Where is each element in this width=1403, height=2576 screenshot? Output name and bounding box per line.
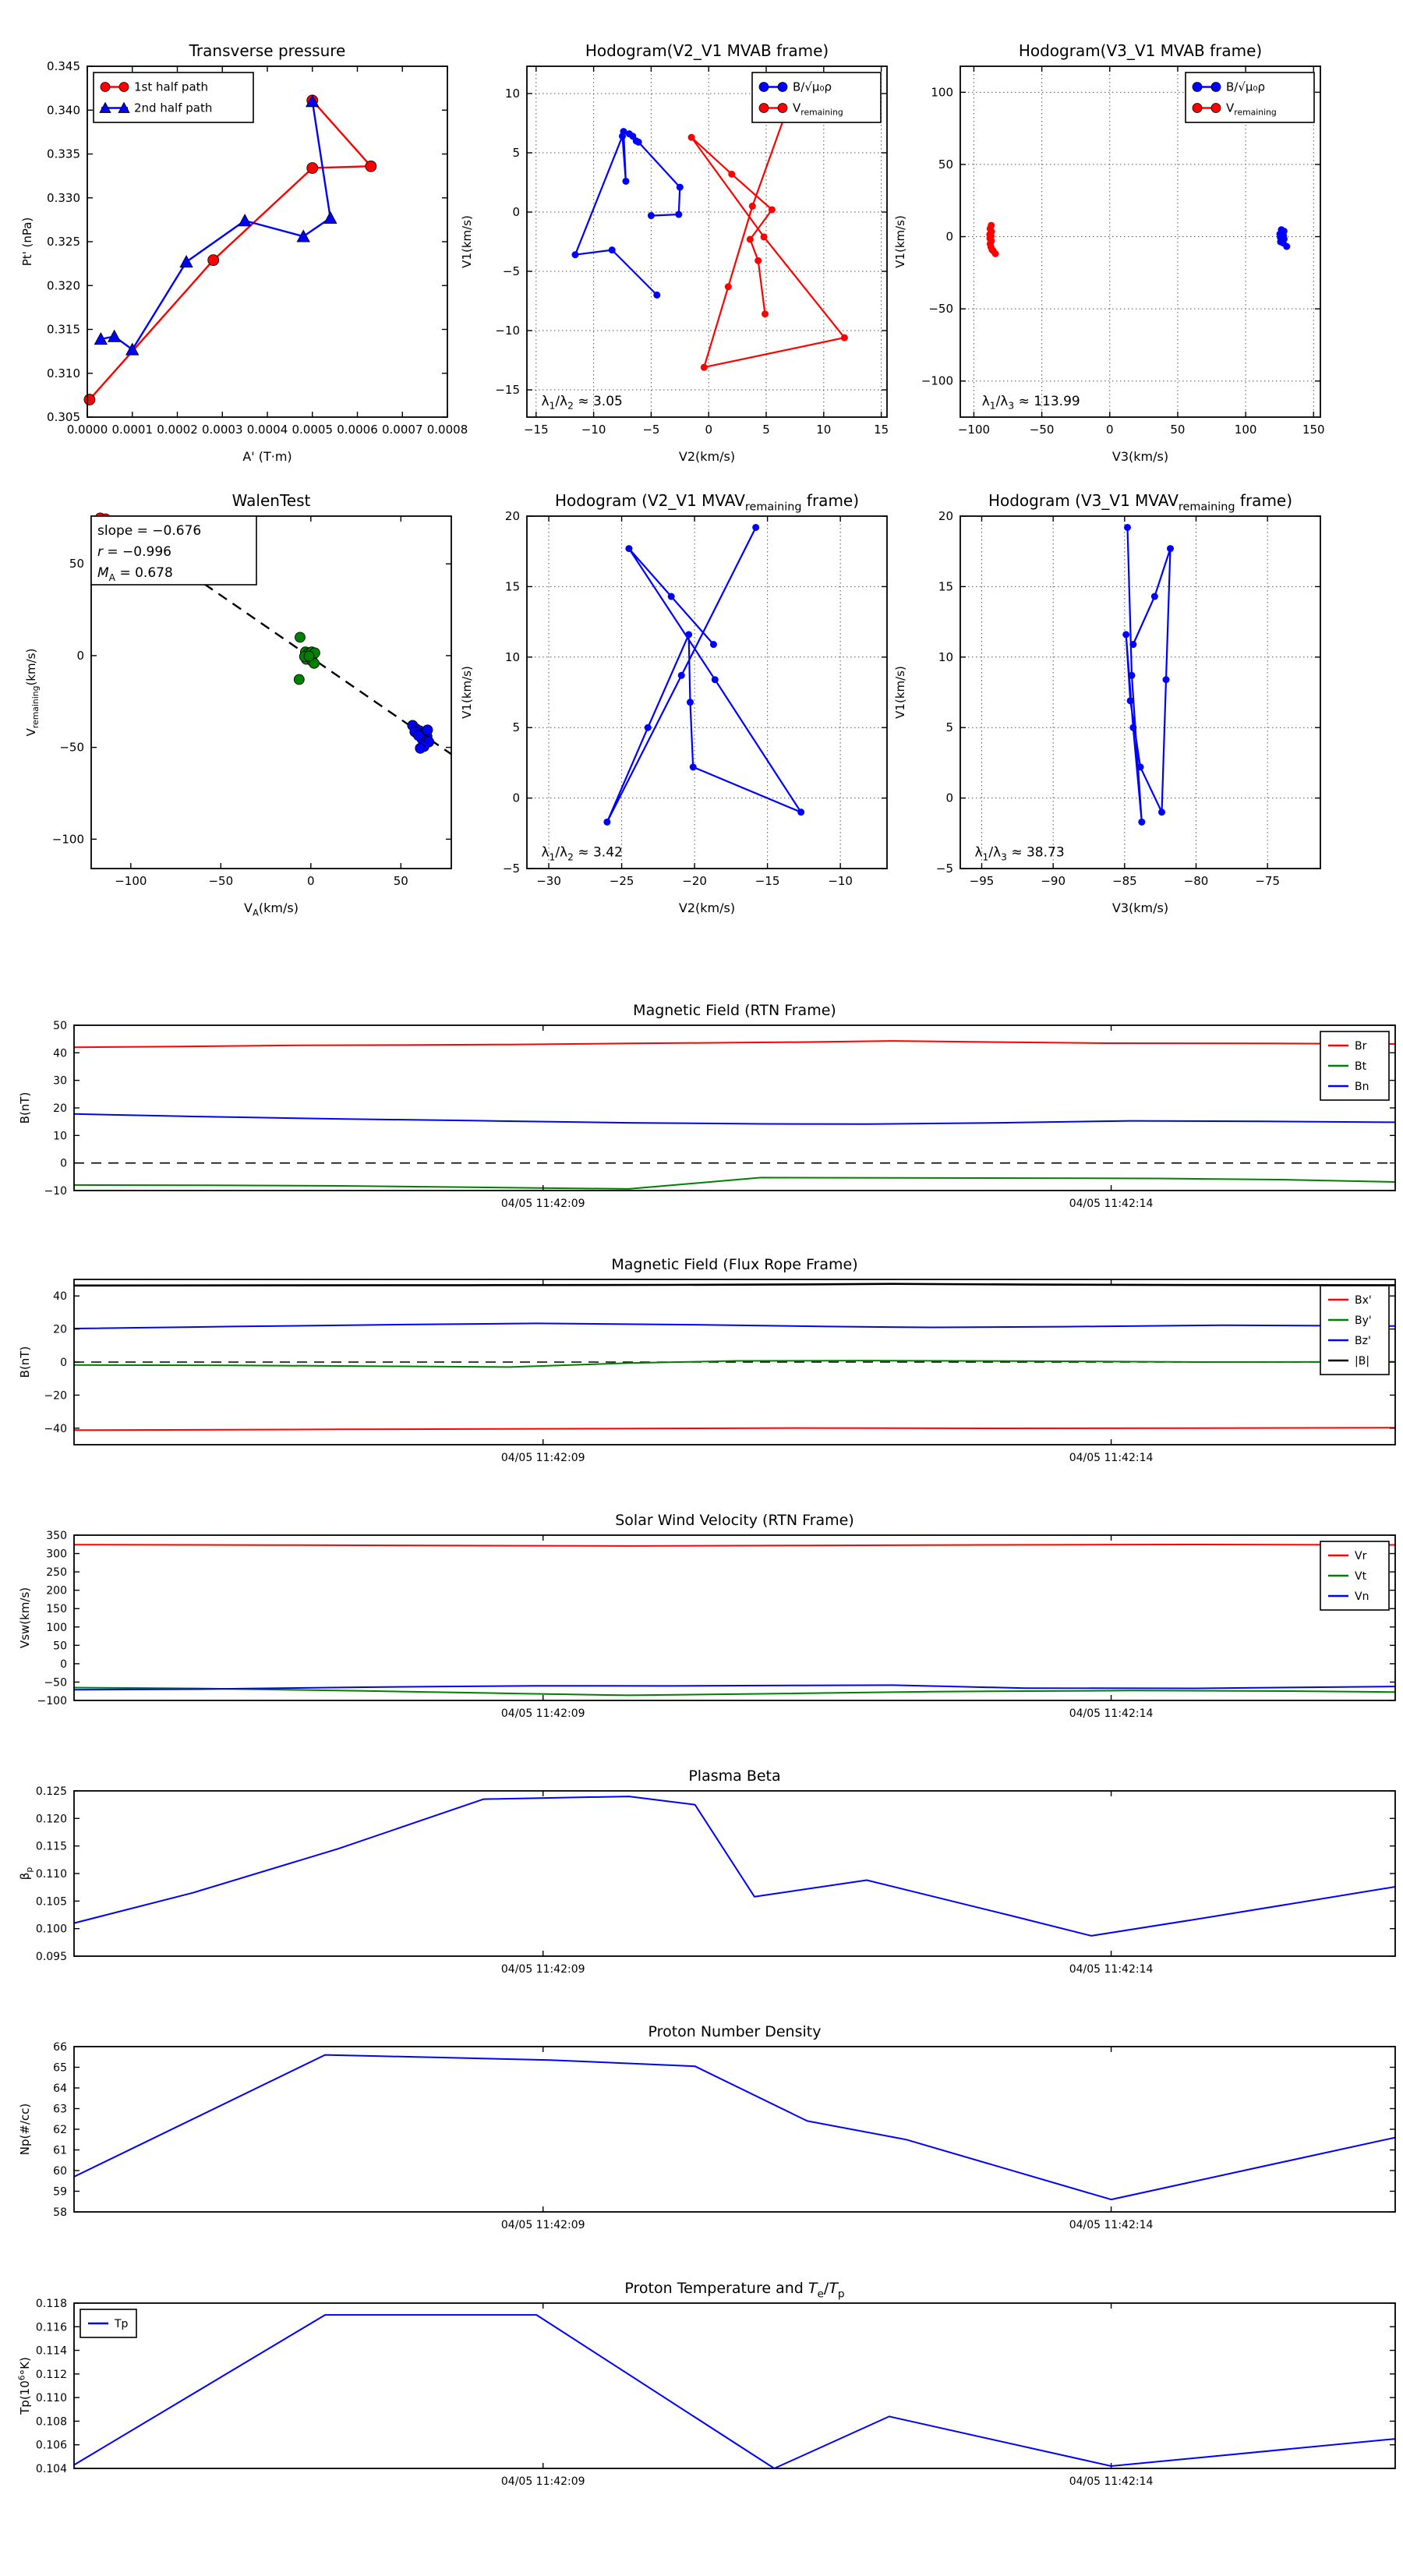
x-tick-label: −100	[957, 423, 991, 437]
stats-line: $M_A = 0.678$	[97, 565, 173, 583]
legend-label: $V_{remaining}$	[1226, 101, 1277, 118]
x-tick-label: 0	[1106, 423, 1114, 437]
y-axis-label: V1(km/s)	[460, 666, 474, 719]
circle-marker	[571, 251, 578, 258]
legend-label: 2nd half path	[134, 101, 213, 115]
y-tick-label: 0.340	[47, 103, 80, 118]
x-tick-label: 0.0008	[426, 423, 468, 437]
y-tick-label: 50	[53, 1640, 67, 1653]
y-tick-label: 0.320	[47, 278, 80, 293]
x-tick-label: −50	[1029, 423, 1055, 437]
circle-marker	[653, 292, 660, 299]
x-tick-label: 04/05 11:42:14	[1069, 1452, 1154, 1464]
x-tick-label: −10	[828, 874, 853, 888]
circle-marker	[84, 395, 95, 405]
x-tick-label: −25	[609, 874, 634, 888]
y-tick-label: 0.100	[35, 1923, 67, 1936]
circle-marker	[710, 641, 717, 648]
y-axis-label: Pt' (nPa)	[20, 217, 34, 267]
y-tick-label: −10	[44, 1185, 67, 1198]
y-tick-label: 50	[938, 157, 953, 172]
x-tick-label: 0.0004	[246, 423, 288, 437]
circle-marker	[678, 672, 685, 679]
circle-marker	[725, 283, 732, 290]
x-tick-label: −95	[969, 874, 995, 888]
y-tick-label: 0.325	[47, 235, 80, 249]
legend	[1320, 1541, 1389, 1610]
y-tick-label: 200	[46, 1584, 67, 1598]
circle-marker	[295, 632, 305, 642]
circle-marker	[1137, 763, 1144, 770]
circle-marker	[101, 83, 110, 92]
circle-marker	[759, 104, 769, 113]
y-tick-label: 64	[53, 2082, 67, 2095]
x-tick-label: 04/05 11:42:09	[500, 2475, 585, 2488]
chart-title: Hodogram(V3_V1 MVAB frame)	[1018, 41, 1263, 60]
x-tick-label: 0.0002	[157, 423, 198, 437]
chart-title: Solar Wind Velocity (RTN Frame)	[615, 1512, 854, 1529]
y-tick-label: −50	[59, 740, 84, 755]
x-axis-label: $V_A(km/s)$	[244, 901, 299, 918]
circle-marker	[762, 310, 769, 317]
x-tick-label: 0.0005	[292, 423, 333, 437]
circle-marker	[1163, 676, 1170, 683]
circle-marker	[304, 651, 314, 661]
y-tick-label: 15	[938, 579, 953, 594]
x-tick-label: −80	[1183, 874, 1209, 888]
x-tick-label: 0.0000	[66, 423, 108, 437]
y-tick-label: −100	[51, 832, 84, 847]
y-tick-label: 350	[46, 1530, 67, 1542]
y-tick-label: 0.315	[47, 322, 80, 337]
y-tick-label: 10	[504, 86, 520, 101]
y-tick-label: 100	[931, 85, 953, 100]
x-tick-label: 04/05 11:42:09	[500, 1963, 585, 1976]
y-tick-label: 0	[945, 229, 953, 244]
y-tick-label: 0.110	[35, 1868, 67, 1881]
x-tick-label: −75	[1255, 874, 1280, 888]
x-tick-label: 04/05 11:42:14	[1069, 1198, 1154, 1210]
x-tick-label: 04/05 11:42:14	[1069, 2219, 1154, 2231]
x-tick-label: −85	[1112, 874, 1137, 888]
x-tick-label: −15	[755, 874, 780, 888]
x-axis-label: V3(km/s)	[1111, 449, 1169, 464]
x-tick-label: 04/05 11:42:09	[500, 1198, 585, 1210]
x-tick-label: 0.0001	[111, 423, 153, 437]
y-tick-label: 0.104	[35, 2463, 67, 2475]
circle-marker	[1129, 641, 1136, 648]
y-tick-label: 0.345	[47, 59, 80, 73]
y-tick-label: 10	[938, 649, 953, 664]
y-axis-label: V1(km/s)	[893, 666, 907, 719]
circle-marker	[1280, 239, 1287, 246]
y-tick-label: 0.112	[35, 2368, 67, 2381]
x-tick-label: 150	[1302, 423, 1325, 437]
chart-title: Hodogram (V2_V1 $MVAV_{remaining}$ frame)	[554, 491, 860, 514]
circle-marker	[797, 809, 804, 816]
circle-marker	[690, 763, 697, 770]
circle-marker	[755, 257, 762, 264]
circle-marker	[422, 725, 433, 735]
circle-marker	[1122, 631, 1129, 638]
lambda-annotation: $\lambda_1/\lambda_3 \approx 38.73$	[974, 844, 1065, 863]
y-tick-label: −5	[935, 862, 953, 876]
y-tick-label: 66	[53, 2041, 67, 2054]
circle-marker	[208, 255, 219, 266]
y-tick-label: 0.106	[35, 2439, 67, 2452]
legend-label: 1st half path	[134, 80, 209, 94]
circle-marker	[688, 134, 695, 141]
x-tick-label: 50	[1170, 423, 1186, 437]
legend	[752, 73, 881, 122]
y-tick-label: 50	[53, 1020, 67, 1032]
y-tick-label: 59	[53, 2185, 67, 2199]
circle-marker	[1129, 724, 1136, 731]
circle-marker	[675, 211, 682, 218]
circle-marker	[1138, 819, 1145, 826]
y-axis-label: Vsw(km/s)	[18, 1587, 32, 1649]
circle-marker	[609, 246, 616, 253]
circle-marker	[778, 104, 787, 113]
circle-marker	[603, 819, 610, 826]
y-tick-label: 0	[60, 1658, 67, 1671]
x-tick-label: 0.0006	[337, 423, 378, 437]
y-tick-label: 20	[504, 509, 520, 523]
chart-title: Transverse pressure	[189, 41, 346, 60]
circle-marker	[701, 364, 708, 371]
y-tick-label: 0.118	[35, 2298, 67, 2310]
legend-label: Vr	[1355, 1550, 1367, 1562]
y-tick-label: 100	[46, 1621, 67, 1634]
legend	[1186, 73, 1314, 122]
circle-marker	[769, 206, 776, 213]
y-tick-label: −5	[502, 264, 520, 279]
circle-marker	[778, 83, 787, 92]
circle-marker	[619, 133, 626, 140]
circle-marker	[1211, 104, 1221, 113]
lambda-annotation: $\lambda_1/\lambda_2 \approx 3.05$	[541, 393, 623, 412]
x-tick-label: 0.0007	[382, 423, 423, 437]
y-tick-label: 15	[504, 579, 520, 594]
y-tick-label: −20	[44, 1389, 67, 1403]
y-tick-label: 0.095	[35, 1951, 67, 1963]
legend-label: Bt	[1355, 1060, 1367, 1073]
y-tick-label: 0.115	[35, 1840, 67, 1853]
x-tick-label: 04/05 11:42:14	[1069, 1963, 1154, 1976]
x-tick-label: 0	[705, 423, 712, 437]
circle-marker	[294, 674, 304, 685]
stats-box	[91, 516, 256, 585]
x-axis-label: V3(km/s)	[1111, 901, 1169, 915]
circle-marker	[749, 203, 756, 210]
legend-label: Br	[1355, 1040, 1367, 1053]
y-tick-label: −40	[44, 1422, 67, 1435]
y-tick-label: 10	[504, 649, 520, 664]
circle-marker	[625, 545, 632, 552]
y-tick-label: −50	[44, 1676, 67, 1690]
y-tick-label: 0.330	[47, 190, 80, 205]
circle-marker	[645, 724, 652, 731]
y-tick-label: 250	[46, 1566, 67, 1580]
x-tick-label: 50	[393, 874, 408, 888]
x-tick-label: −5	[642, 423, 660, 437]
stats-line: slope = −0.676	[97, 523, 202, 539]
x-tick-label: 5	[762, 423, 770, 437]
x-tick-label: −20	[682, 874, 707, 888]
legend	[1320, 1031, 1389, 1100]
circle-marker	[668, 593, 675, 600]
y-axis-label: $V_{remaining}(km/s)$	[24, 648, 41, 737]
y-tick-label: 61	[53, 2144, 67, 2157]
y-tick-label: −5	[502, 862, 520, 876]
chart-title: Plasma Beta	[688, 1767, 781, 1785]
y-tick-label: 40	[53, 1047, 67, 1060]
y-axis-label: $Tp(10^6^\circ K)$	[16, 2357, 32, 2415]
y-tick-label: 40	[53, 1290, 67, 1304]
legend	[1320, 1286, 1389, 1375]
circle-marker	[752, 524, 759, 531]
y-tick-label: 0	[945, 791, 953, 805]
circle-marker	[1127, 697, 1134, 704]
circle-marker	[1211, 83, 1221, 92]
y-tick-label: 0	[512, 791, 520, 805]
chart-title: Magnetic Field (RTN Frame)	[633, 1002, 836, 1019]
y-tick-label: 30	[53, 1074, 67, 1088]
legend-label: By'	[1355, 1315, 1372, 1327]
y-tick-label: 0	[60, 1157, 67, 1170]
x-tick-label: −10	[581, 423, 606, 437]
y-tick-label: 20	[53, 1323, 67, 1336]
y-tick-label: 5	[945, 720, 953, 735]
x-tick-label: 04/05 11:42:09	[500, 2219, 585, 2231]
y-tick-label: 0.108	[35, 2415, 67, 2429]
y-tick-label: 20	[53, 1102, 67, 1115]
x-tick-label: 04/05 11:42:09	[500, 1452, 585, 1464]
lambda-annotation: $\lambda_1/\lambda_2 \approx 3.42$	[541, 844, 623, 863]
legend	[80, 2309, 136, 2337]
y-tick-label: 5	[512, 720, 520, 735]
x-tick-label: 100	[1234, 423, 1257, 437]
circle-marker	[1124, 524, 1131, 531]
x-tick-label: 04/05 11:42:14	[1069, 1707, 1154, 1720]
circle-marker	[1158, 809, 1165, 816]
legend	[94, 73, 253, 122]
x-tick-label: 0.0003	[202, 423, 243, 437]
y-tick-label: −100	[37, 1695, 67, 1707]
circle-marker	[622, 178, 629, 185]
y-tick-label: 0	[512, 204, 520, 219]
y-tick-label: 0.116	[35, 2321, 67, 2334]
circle-marker	[990, 247, 997, 254]
circle-marker	[1193, 83, 1202, 92]
legend-label: |B|	[1355, 1355, 1370, 1368]
y-tick-label: −15	[495, 383, 520, 398]
y-tick-label: 60	[53, 2165, 67, 2178]
y-tick-label: 0	[60, 1357, 67, 1369]
chart-title: Hodogram (V3_V1 $MVAV_{remaining}$ frame)	[988, 491, 1293, 514]
y-tick-label: 63	[53, 2103, 67, 2116]
legend-label: B/√μ₀ρ	[793, 80, 832, 94]
y-tick-label: 5	[512, 145, 520, 160]
y-tick-label: 50	[69, 557, 84, 571]
y-tick-label: 300	[46, 1548, 67, 1561]
y-tick-label: 0.125	[35, 1785, 67, 1798]
y-tick-label: 10	[53, 1130, 67, 1143]
x-tick-label: 15	[874, 423, 889, 437]
x-tick-label: −15	[523, 423, 549, 437]
circle-marker	[728, 171, 735, 178]
chart-title: Proton Number Density	[648, 2023, 822, 2040]
legend-label: Bx'	[1355, 1294, 1372, 1307]
circle-marker	[841, 334, 848, 341]
y-tick-label: −10	[495, 324, 520, 338]
chart-title: WalenTest	[231, 491, 311, 510]
x-tick-label: −50	[208, 874, 234, 888]
chart-title: Proton Temperature and $T_e/T_p$	[624, 2280, 845, 2301]
y-axis-label: V1(km/s)	[460, 215, 474, 268]
y-tick-label: −100	[921, 373, 953, 388]
lambda-annotation: $\lambda_1/\lambda_3 \approx 113.99$	[981, 393, 1080, 412]
y-axis-label: B(nT)	[18, 1346, 32, 1378]
circle-marker	[307, 163, 318, 174]
y-tick-label: 0.310	[47, 366, 80, 380]
x-tick-label: 10	[816, 423, 832, 437]
circle-marker	[677, 184, 684, 191]
x-axis-label: V2(km/s)	[678, 449, 736, 464]
circle-marker	[687, 699, 694, 706]
circle-marker	[1193, 104, 1202, 113]
y-axis-label: Np(#/cc)	[18, 2103, 32, 2156]
y-tick-label: 20	[938, 509, 953, 523]
circle-marker	[648, 212, 655, 219]
y-tick-label: 62	[53, 2124, 67, 2136]
circle-marker	[119, 83, 129, 92]
y-tick-label: 0	[76, 648, 84, 663]
x-tick-label: −30	[536, 874, 561, 888]
x-tick-label: −100	[115, 874, 147, 888]
y-axis-label: V1(km/s)	[893, 215, 907, 268]
x-axis-label: V2(km/s)	[678, 901, 736, 915]
chart-title: Magnetic Field (Flux Rope Frame)	[611, 1256, 858, 1273]
y-tick-label: 0.335	[47, 147, 80, 161]
circle-marker	[366, 161, 376, 172]
x-tick-label: 04/05 11:42:14	[1069, 2475, 1154, 2488]
chart-title: Hodogram(V2_V1 MVAB frame)	[585, 41, 829, 60]
circle-marker	[1151, 593, 1158, 600]
x-tick-label: 04/05 11:42:09	[500, 1707, 585, 1720]
circle-marker	[685, 631, 692, 638]
y-tick-label: 0.105	[35, 1895, 67, 1909]
legend-label: B/√μ₀ρ	[1226, 80, 1265, 94]
circle-marker	[1129, 672, 1136, 679]
y-tick-label: −50	[928, 302, 953, 317]
circle-marker	[415, 743, 426, 753]
circle-marker	[761, 233, 768, 240]
circle-marker	[1167, 545, 1174, 552]
legend-label: Vn	[1355, 1591, 1369, 1603]
y-tick-label: 0.305	[47, 410, 80, 424]
legend-label: Tp	[115, 2318, 129, 2330]
circle-marker	[759, 83, 769, 92]
y-tick-label: 0.114	[35, 2344, 67, 2358]
y-tick-label: 150	[46, 1603, 67, 1616]
circle-marker	[712, 676, 719, 683]
x-tick-label: −90	[1041, 874, 1066, 888]
legend-label: Bn	[1355, 1081, 1369, 1093]
y-axis-label: $\beta_p$	[18, 1867, 35, 1881]
y-tick-label: 0.120	[35, 1813, 67, 1826]
circle-marker	[747, 235, 754, 242]
y-axis-label: B(nT)	[18, 1092, 32, 1124]
y-tick-label: 65	[53, 2061, 67, 2075]
x-tick-label: 0	[307, 874, 315, 888]
legend-label: $V_{remaining}$	[793, 101, 843, 118]
legend-label: Vt	[1355, 1570, 1367, 1583]
x-axis-label: A' (T·m)	[242, 449, 292, 464]
y-tick-label: 58	[53, 2206, 67, 2219]
stats-line: r = −0.996	[97, 544, 171, 560]
y-tick-label: 0.110	[35, 2392, 67, 2405]
legend-label: Bz'	[1355, 1335, 1371, 1347]
circle-marker	[413, 731, 423, 741]
